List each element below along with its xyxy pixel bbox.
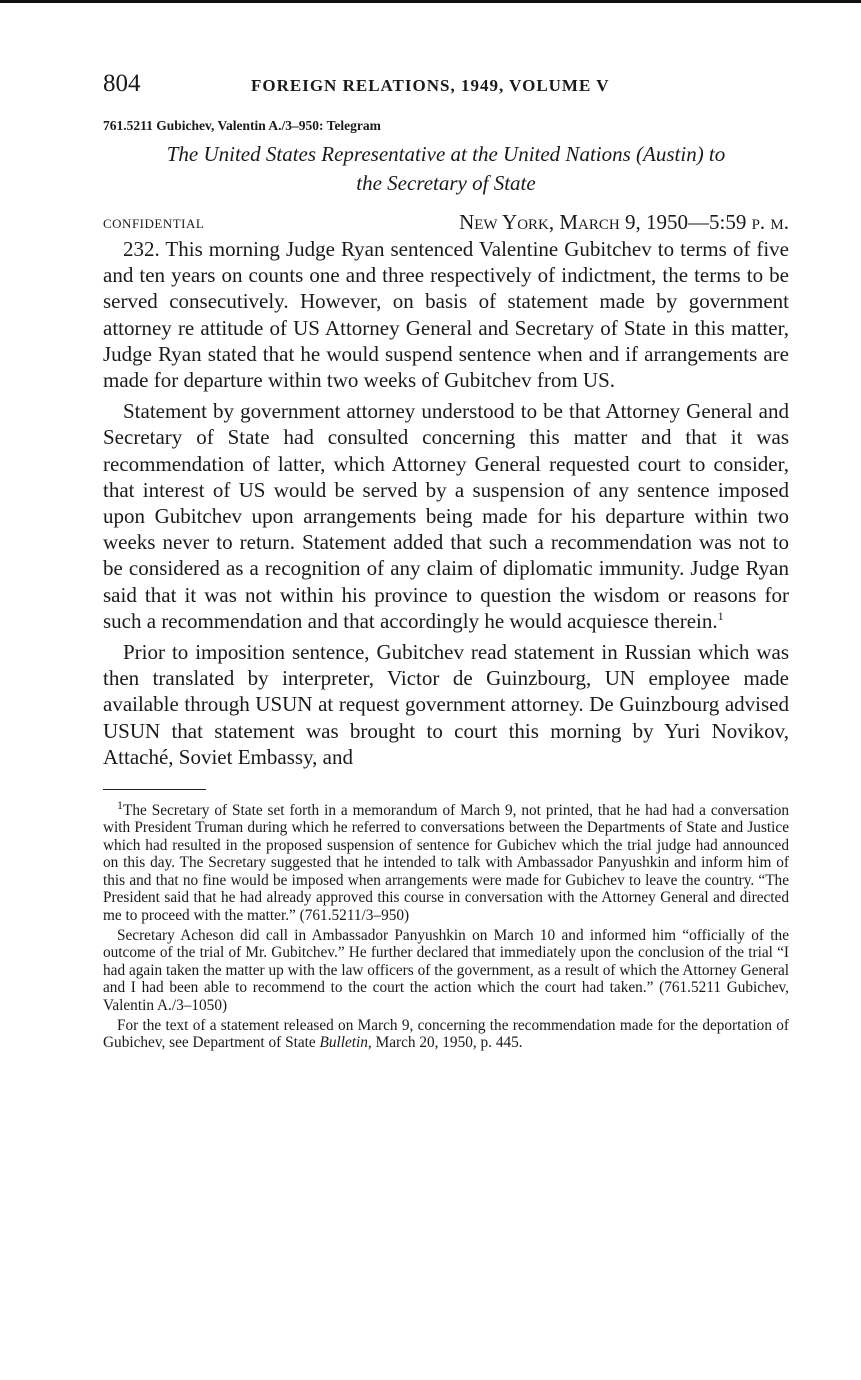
footnote-1-continued: Secretary Acheson did call in Ambassador Panyushkin on March 10 and informed him “officially of the outcome of the trial of Mr. Gubitchev.” He further declared that immediately upon the conclusion of the trial “I had again taken the matter up with the law officers of the government, as a result of which the Attorney General and I had been able to recommend to the court the action which the court had taken.” (761.5211 Gubichev, Valentin A./3–1050) [103,926,789,1014]
footnote-1-source [103,1017,789,1052]
footnotes [103,797,789,1052]
place-and-date: New York, March 9, 1950—5:59 p. m. [459,210,789,234]
footnote-1-text: The Secretary of State set forth in a memorandum of March 9, not printed, that he had had a conversation with President Truman during which he referred to conversations between the Departments of State and Justice which had resulted in the proposed suspension of sentence for Gubichev which the trial judge had announced on this day. The Secretary suggested that he intended to talk with Ambassador Panyushkin and inform him of this and that no fine would be imposed when arrangements were made for Gubichev to leave the country. “The President said that he had already approved this course in conversation with the Attorney General and directed me to proceed with the matter.” (761.5211/3–950) [103,802,789,924]
file-reference: 761.5211 Gubichev, Valentin A./3–950: Telegram [103,118,381,133]
bulletin-title: Bulletin, [319,1034,372,1052]
paragraph-1: 232. This morning Judge Ryan sentenced Valentine Gubitchev to terms of five and ten years on counts one and three respectively of indictment, the terms to be served consecutively. However, on basis of statement made by government attorney re attitude of US Attorney General and Secretary of State in this matter, Judge Ryan stated that he would suspend sentence when and if arrangements are made for departure within two weeks of Gubitchev from US. [103,237,789,393]
paragraph-2 [103,398,789,634]
page-number: 804 [103,70,141,97]
title-line-1: The United States Representative at the United Nations (Austin) to [166,142,726,166]
document-page [103,66,789,1052]
footnote-reference: 1 [717,608,724,623]
dateline [103,210,789,236]
footnote-1 [103,797,789,924]
paragraph-3: Prior to imposition sentence, Gubitchev read statement in Russian which was then translated by interpreter, Victor de Guinzbourg, UN employee made available through USUN at request government attorney. De Guinzbourg advised USUN that statement was brought to court this morning by Yuri Novikov, Attaché, Soviet Embassy, and [103,640,789,769]
paragraph-2-text: Statement by government attorney understood to be that Attorney General and Secretary of State had consulted concerning this matter and that it was recommendation of latter, which Attorney General requested court to consider, that interest of US would be served by a suspension of any sentence imposed upon Gubitchev upon arrangements being made for his departure within two weeks never to return. Statement added that such a recommendation was not to be considered as a recognition of any claim of diplomatic immunity. Judge Ryan said that it was not within his province to question the wisdom or reasons for such a recommendation and that accordingly he would acquiesce therein. [103,399,789,633]
telegram-body [103,236,789,770]
document-title [103,140,789,198]
page-header [103,66,789,102]
footnote-divider [103,789,206,790]
page-top-border [0,0,861,3]
title-line-2: the Secretary of State [356,171,536,195]
footnote-source-text: For the text of a statement released on March 9, concerning the recommendation made for the deportation of Gubichev, see Department of State [103,1016,789,1052]
footnote-source-citation: March 20, 1950, p. 445. [375,1034,523,1052]
classification-label: CONFIDENTIAL [103,216,205,231]
running-title: FOREIGN RELATIONS, 1949, VOLUME V [251,76,610,95]
footnote-marker: 1 [117,797,123,812]
